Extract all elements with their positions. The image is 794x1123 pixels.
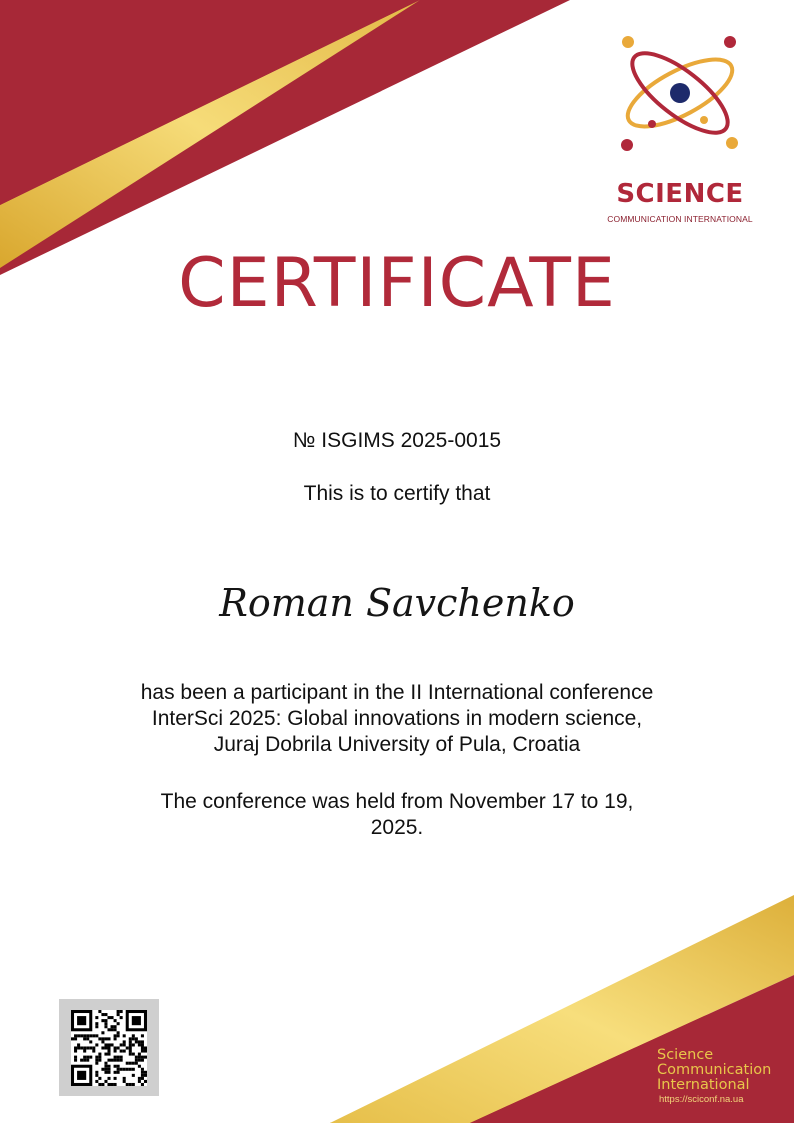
footer-brand-line: International — [657, 1077, 750, 1093]
qr-code[interactable] — [59, 999, 159, 1096]
certificate-number: № ISGIMS 2025-0015 — [292, 429, 502, 452]
participation-line: InterSci 2025: Global innovations in modern science, — [151, 707, 643, 730]
dates-line: 2025. — [370, 816, 424, 839]
certify-text: This is to certify that — [303, 482, 491, 505]
recipient-name: Roman Savchenko — [219, 581, 575, 625]
dates-paragraph — [60, 789, 734, 841]
footer-brand-line: Communication — [657, 1062, 772, 1078]
atom-icon — [600, 30, 760, 180]
participation-line: has been a participant in the II International conference — [140, 681, 654, 704]
footer-brand-line: Science — [657, 1047, 714, 1063]
dates-line: The conference was held from November 17 to 19, — [160, 790, 634, 813]
qr-code-icon — [71, 1010, 147, 1086]
footer-brand — [657, 1048, 792, 1093]
logo-wordmark: SCIENCE — [616, 179, 744, 209]
participation-paragraph — [60, 680, 734, 758]
science-logo — [600, 30, 760, 224]
logo-subtitle: COMMUNICATION INTERNATIONAL — [607, 214, 753, 224]
certificate-title: CERTIFICATE — [178, 244, 616, 323]
footer-url-link[interactable]: https://sciconf.na.ua — [659, 1094, 744, 1105]
participation-line: Juraj Dobrila University of Pula, Croatia — [213, 733, 581, 756]
